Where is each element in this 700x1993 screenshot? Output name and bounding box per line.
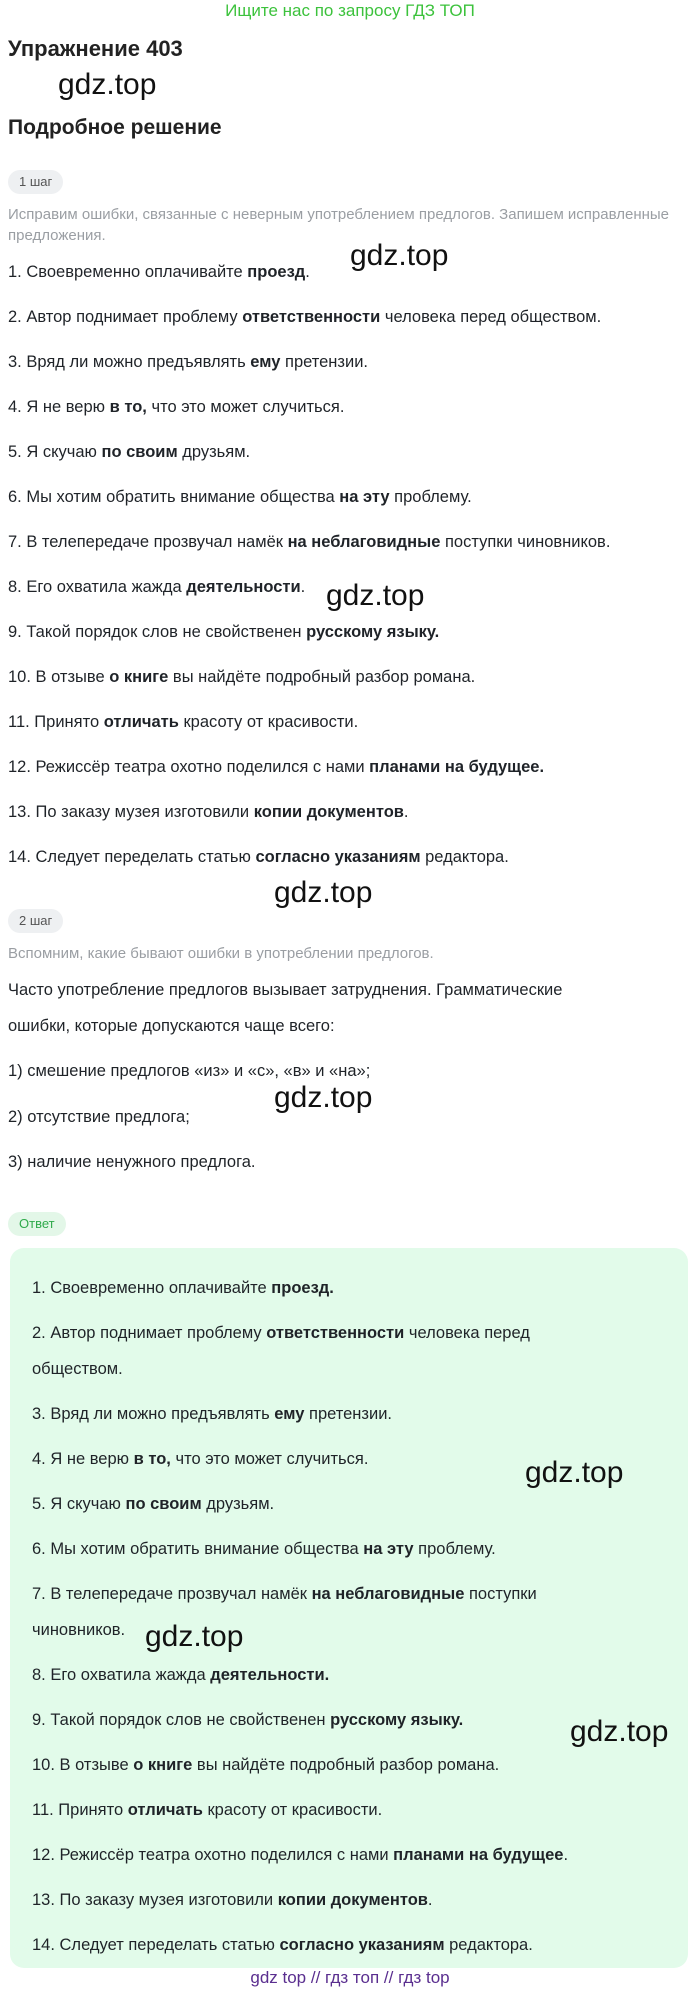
list-item: 1. Своевременно оплачивайте проезд. xyxy=(32,1279,334,1297)
watermark: gdz.top xyxy=(326,579,425,612)
footer-separator: // xyxy=(383,1968,394,1987)
footer-link[interactable]: гдз топ xyxy=(325,1968,380,1987)
list-item: 2) отсутствие предлога; xyxy=(8,1108,190,1126)
list-item: 2. Автор поднимает проблему ответственности человека перед xyxy=(32,1324,530,1342)
watermark: gdz.top xyxy=(274,1081,373,1114)
list-item: 8. Его охватила жажда деятельности. xyxy=(8,578,306,596)
list-item: 14. Следует переделать статью согласно указаниям редактора. xyxy=(8,848,509,866)
list-item: 1) смешение предлогов «из» и «с», «в» и «на»; xyxy=(8,1062,371,1080)
list-item: 7. В телепередаче прозвучал намёк на неблаговидные поступки чиновников. xyxy=(8,533,611,551)
list-item: 9. Такой порядок слов не свойственен русскому языку. xyxy=(32,1711,464,1729)
watermark: gdz.top xyxy=(274,876,373,909)
list-item: 13. По заказу музея изготовили копии документов. xyxy=(32,1891,433,1909)
list-item: 9. Такой порядок слов не свойственен русскому языку. xyxy=(8,623,440,641)
list-item: 11. Принято отличать красоту от красивости. xyxy=(8,713,359,731)
list-item: 11. Принято отличать красоту от красивости. xyxy=(32,1801,383,1819)
step-2-note: Вспомним, какие бывают ошибки в употреблении предлогов. xyxy=(8,945,434,962)
list-item: 1. Своевременно оплачивайте проезд. xyxy=(8,263,310,281)
list-item: 12. Режиссёр театра охотно поделился с нами планами на будущее. xyxy=(32,1846,569,1864)
paragraph: ошибки, которые допускаются чаще всего: xyxy=(8,1017,335,1035)
list-item: 10. В отзыве о книге вы найдёте подробный разбор романа. xyxy=(8,668,476,686)
list-item: 14. Следует переделать статью согласно указаниям редактора. xyxy=(32,1936,533,1954)
watermark: gdz.top xyxy=(145,1620,244,1653)
section-title: Подробное решение xyxy=(8,116,222,139)
list-item: 4. Я не верю в то, что это может случиться. xyxy=(32,1450,369,1468)
watermark: gdz.top xyxy=(58,68,157,101)
list-item: 3) наличие ненужного предлога. xyxy=(8,1153,256,1171)
step-1-badge: 1 шаг xyxy=(8,170,63,194)
footer-links xyxy=(0,1965,700,1991)
list-item: 6. Мы хотим обратить внимание общества на эту проблему. xyxy=(8,488,472,506)
list-item: 5. Я скучаю по своим друзьям. xyxy=(32,1495,275,1513)
step-1-note: Исправим ошибки, связанные с неверным употреблением предлогов. Запишем исправленные предложения. xyxy=(8,206,670,244)
watermark: gdz.top xyxy=(570,1715,669,1748)
list-item: 10. В отзыве о книге вы найдёте подробный разбор романа. xyxy=(32,1756,500,1774)
list-item: 3. Вряд ли можно предъявлять ему претензии. xyxy=(32,1405,392,1423)
footer-separator: // xyxy=(310,1968,321,1987)
list-item: чиновников. xyxy=(32,1621,126,1639)
list-item: 3. Вряд ли можно предъявлять ему претензии. xyxy=(8,353,368,371)
list-item: 6. Мы хотим обратить внимание общества на эту проблему. xyxy=(32,1540,496,1558)
list-item: 8. Его охватила жажда деятельности. xyxy=(32,1666,330,1684)
footer-link[interactable]: гдз top xyxy=(398,1968,450,1987)
list-item: 2. Автор поднимает проблему ответственности человека перед обществом. xyxy=(8,308,602,326)
list-item: 5. Я скучаю по своим друзьям. xyxy=(8,443,251,461)
list-item: 4. Я не верю в то, что это может случиться. xyxy=(8,398,345,416)
search-hint-banner: Ищите нас по запросу ГДЗ ТОП xyxy=(225,1,475,20)
paragraph: Часто употребление предлогов вызывает затруднения. Грамматические xyxy=(8,981,563,999)
footer-link[interactable]: gdz top xyxy=(250,1968,307,1987)
list-item: 13. По заказу музея изготовили копии документов. xyxy=(8,803,409,821)
answer-badge: Ответ xyxy=(8,1212,66,1236)
step-2-badge: 2 шаг xyxy=(8,909,63,933)
list-item: 7. В телепередаче прозвучал намёк на неблаговидные поступки xyxy=(32,1585,537,1603)
list-item: обществом. xyxy=(32,1360,123,1378)
watermark: gdz.top xyxy=(350,239,449,272)
watermark: gdz.top xyxy=(525,1456,624,1489)
page-title: Упражнение 403 xyxy=(8,36,183,61)
list-item: 12. Режиссёр театра охотно поделился с нами планами на будущее. xyxy=(8,758,545,776)
